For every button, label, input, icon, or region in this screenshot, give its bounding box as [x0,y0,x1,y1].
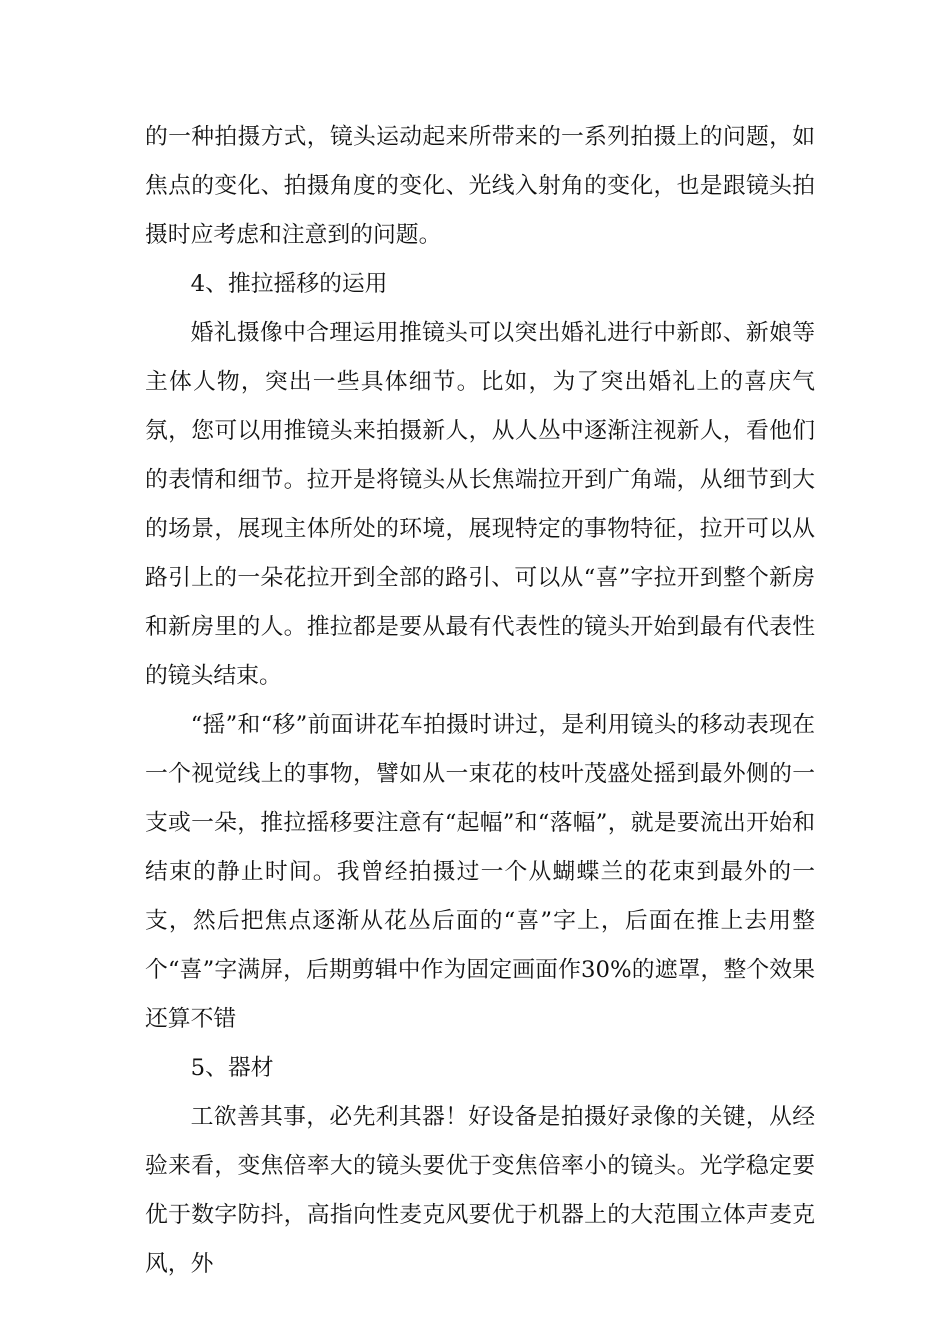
paragraph-equipment: 工欲善其事，必先利其器！好设备是拍摄好录像的关键，从经验来看，变焦倍率大的镜头要优于变焦倍率小的镜头。光学稳定要优于数字防抖，高指向性麦克风要优于机器上的大范围立体声麦克风，外 [145,1104,815,1277]
section-heading-4: 4、推拉摇移的运用 [190,271,388,297]
paragraph-pan-move: “摇”和“移”前面讲花车拍摄时讲过，是利用镜头的移动表现在一个视觉线上的事物，譬如从一束花的枝叶茂盛处摇到最外侧的一支或一朵，推拉摇移要注意有“起幅”和“落幅”，就是要流出开始和结束的静止时间。我曾经拍摄过一个从蝴蝶兰的花束到最外的一支，然后把焦点逐渐从花丛后面的“喜”字上，后面在推上去用整个“喜”字满屏，后期剪辑中作为固定画面作30%的遮罩，整个效果还算不错 [145,712,815,1032]
section-heading-5: 5、器材 [190,1055,274,1081]
paragraph-push-pull: 婚礼摄像中合理运用推镜头可以突出婚礼进行中新郎、新娘等主体人物，突出一些具体细节。比如，为了突出婚礼上的喜庆气氛，您可以用推镜头来拍摄新人，从人丛中逐渐注视新人，看他们的表情和细节。拉开是将镜头从长焦端拉开到广角端，从细节到大的场景，展现主体所处的环境，展现特定的事物特征，拉开可以从路引上的一朵花拉开到全部的路引、可以从“喜”字拉开到整个新房和新房里的人。推拉都是要从最有代表性的镜头开始到最有代表性的镜头结束。 [145,320,815,689]
document-body [145,113,815,1289]
paragraph-continuation: 的一种拍摄方式，镜头运动起来所带来的一系列拍摄上的问题，如焦点的变化、拍摄角度的变化、光线入射角的变化，也是跟镜头拍摄时应考虑和注意到的问题。 [145,124,815,248]
